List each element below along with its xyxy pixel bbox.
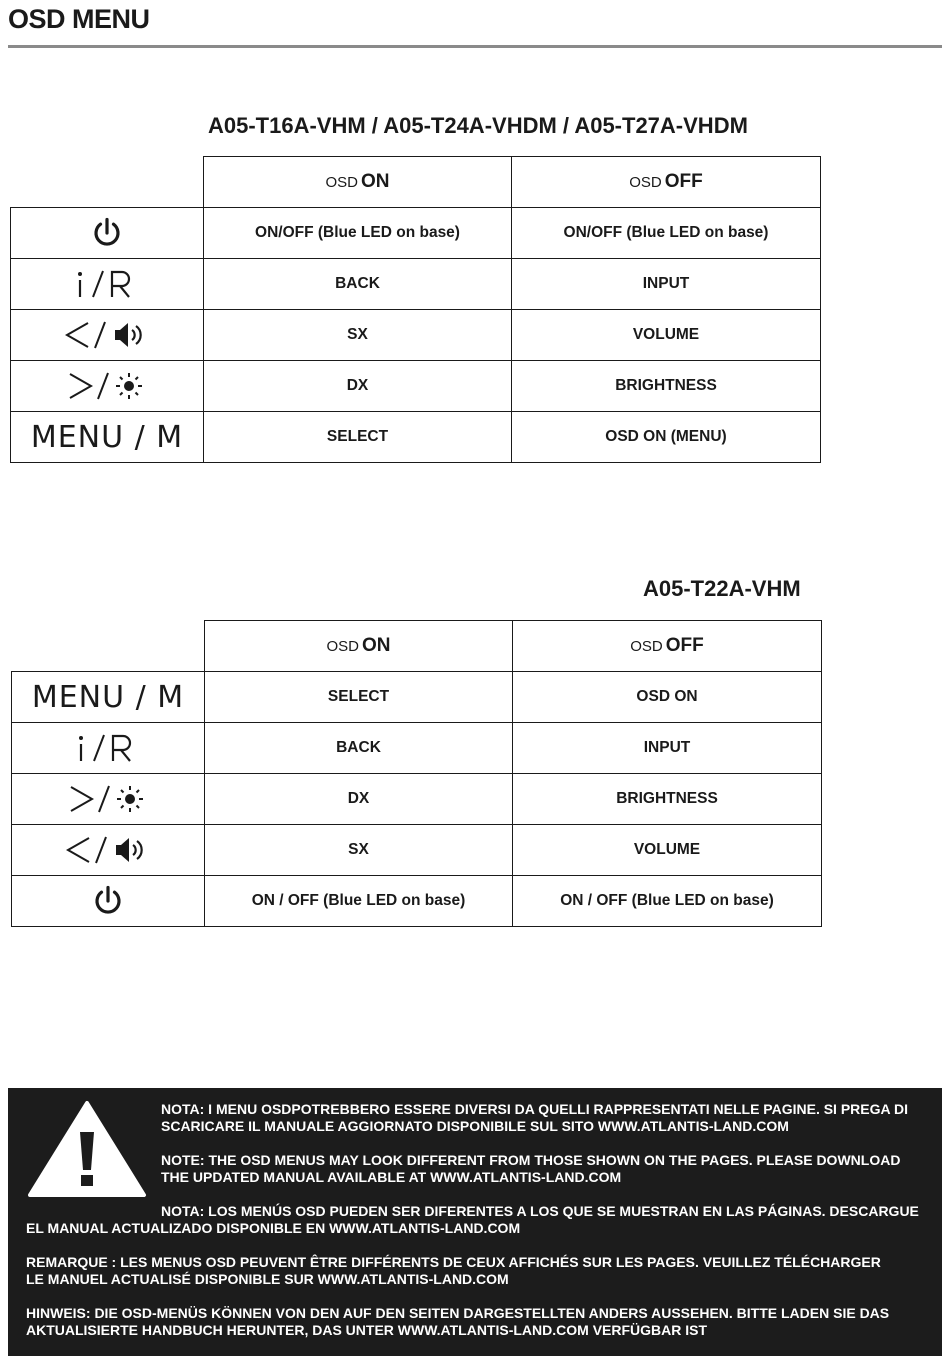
cell-osd-off: ON/OFF (Blue LED on base): [512, 208, 821, 259]
cell-osd-off: OSD ON: [513, 672, 822, 723]
key-power: [11, 208, 204, 259]
blank-cell: [12, 621, 205, 672]
cell-osd-on: DX: [205, 774, 513, 825]
section-title: A05-T16A-VHM / A05-T24A-VHDM / A05-T27A-VHDM: [208, 113, 748, 138]
header-on-label: ON: [361, 171, 390, 192]
right-brightness-icon: [66, 781, 150, 817]
notice-german: HINWEIS: DIE OSD-MENÜS KÖNNEN VON DEN AUF DEN SEITEN DARGESTELLTEN ANDERS AUSSEHEN. BITTE LADEN SIE DAS AKTUALISIERTE HANDBUCH HERUNTER, DAS UNTER WWW.ATLANTIS-LAND.COM VERFÜGBAR IST: [26, 1305, 890, 1338]
cell-osd-off: VOLUME: [512, 310, 821, 361]
power-icon: [90, 216, 124, 250]
cell-osd-on: DX: [204, 361, 512, 412]
header-osd-label: OSD: [630, 638, 663, 655]
section-title: A05-T22A-VHM: [643, 576, 801, 601]
table-row: [11, 259, 821, 310]
key-right-brightness: [12, 774, 205, 825]
key-menu-m: [11, 412, 204, 463]
cell-osd-on: ON/OFF (Blue LED on base): [204, 208, 512, 259]
menu-m-icon: MENU / M: [31, 679, 185, 715]
cell-osd-off: INPUT: [512, 259, 821, 310]
power-icon: [91, 884, 125, 918]
right-brightness-icon: [65, 368, 149, 404]
table-row: [12, 723, 822, 774]
table-row: [12, 876, 822, 927]
osd-table: [10, 156, 821, 463]
warning-icon: [27, 1100, 147, 1198]
header-osd-off: [512, 157, 821, 208]
cell-osd-on: SX: [205, 825, 513, 876]
osd-table: [11, 620, 822, 927]
info-r-icon: [68, 730, 148, 766]
key-menu-m: [12, 672, 205, 723]
cell-osd-off: BRIGHTNESS: [512, 361, 821, 412]
menu-m-icon: MENU / M: [30, 419, 184, 455]
key-left-volume: [11, 310, 204, 361]
cell-osd-off: ON / OFF (Blue LED on base): [513, 876, 822, 927]
table-row: [11, 208, 821, 259]
key-power: [12, 876, 205, 927]
header-osd-label: OSD: [325, 174, 358, 191]
blank-cell: [11, 157, 204, 208]
header-osd-label: OSD: [629, 174, 662, 191]
key-info-r: [12, 723, 205, 774]
cell-osd-on: BACK: [205, 723, 513, 774]
notice-box: [8, 1088, 942, 1356]
header-on-label: ON: [362, 635, 391, 656]
header-off-label: OFF: [664, 171, 703, 192]
left-volume-icon: [62, 317, 152, 353]
header-osd-label: OSD: [326, 638, 359, 655]
info-r-icon: [67, 266, 147, 302]
cell-osd-off: OSD ON (MENU): [512, 412, 821, 463]
table-row: [12, 774, 822, 825]
header-osd-on: [205, 621, 513, 672]
title-rule: [8, 45, 942, 48]
left-volume-icon: [63, 832, 153, 868]
page-title: OSD MENU: [8, 4, 150, 34]
header-osd-off: [513, 621, 822, 672]
table-row: [12, 825, 822, 876]
key-right-brightness: [11, 361, 204, 412]
table-row: [11, 310, 821, 361]
cell-osd-off: VOLUME: [513, 825, 822, 876]
cell-osd-on: SELECT: [204, 412, 512, 463]
key-info-r: [11, 259, 204, 310]
cell-osd-on: BACK: [204, 259, 512, 310]
table-row: [11, 361, 821, 412]
cell-osd-on: ON / OFF (Blue LED on base): [205, 876, 513, 927]
table-row: [12, 672, 822, 723]
notice-italian: NOTA: I MENU OSDPOTREBBERO ESSERE DIVERSI DA QUELLI RAPPRESENTATI NELLE PAGINE. SI PREGA DI SCARICARE IL MANUALE AGGIORNATO DISPONIBILE SUL SITO WWW.ATLANTIS-LAND.COM: [161, 1101, 908, 1134]
cell-osd-on: SELECT: [205, 672, 513, 723]
notice-spanish: NOTA: LOS MENÚS OSD PUEDEN SER DIFERENTES A LOS QUE SE MUESTRAN EN LAS PÁGINAS. DESCARGUE EL MANUAL ACTUALIZADO DISPONIBLE EN WWW.ATLANTIS-LAND.COM: [26, 1203, 919, 1236]
header-osd-on: [204, 157, 512, 208]
cell-osd-on: SX: [204, 310, 512, 361]
table-row: [11, 412, 821, 463]
header-off-label: OFF: [665, 635, 704, 656]
cell-osd-off: BRIGHTNESS: [513, 774, 822, 825]
notice-french: REMARQUE : LES MENUS OSD PEUVENT ÊTRE DIFFÉRENTS DE CEUX AFFICHÉS SUR LES PAGES. VEUILLEZ TÉLÉCHARGER LE MANUEL ACTUALISÉ DISPONIBLE SUR WWW.ATLANTIS-LAND.COM: [26, 1254, 881, 1287]
cell-osd-off: INPUT: [513, 723, 822, 774]
key-left-volume: [12, 825, 205, 876]
notice-english: NOTE: THE OSD MENUS MAY LOOK DIFFERENT FROM THOSE SHOWN ON THE PAGES. PLEASE DOWNLOAD THE UPDATED MANUAL AVAILABLE AT WWW.ATLANTIS-LAND.COM: [161, 1152, 901, 1185]
